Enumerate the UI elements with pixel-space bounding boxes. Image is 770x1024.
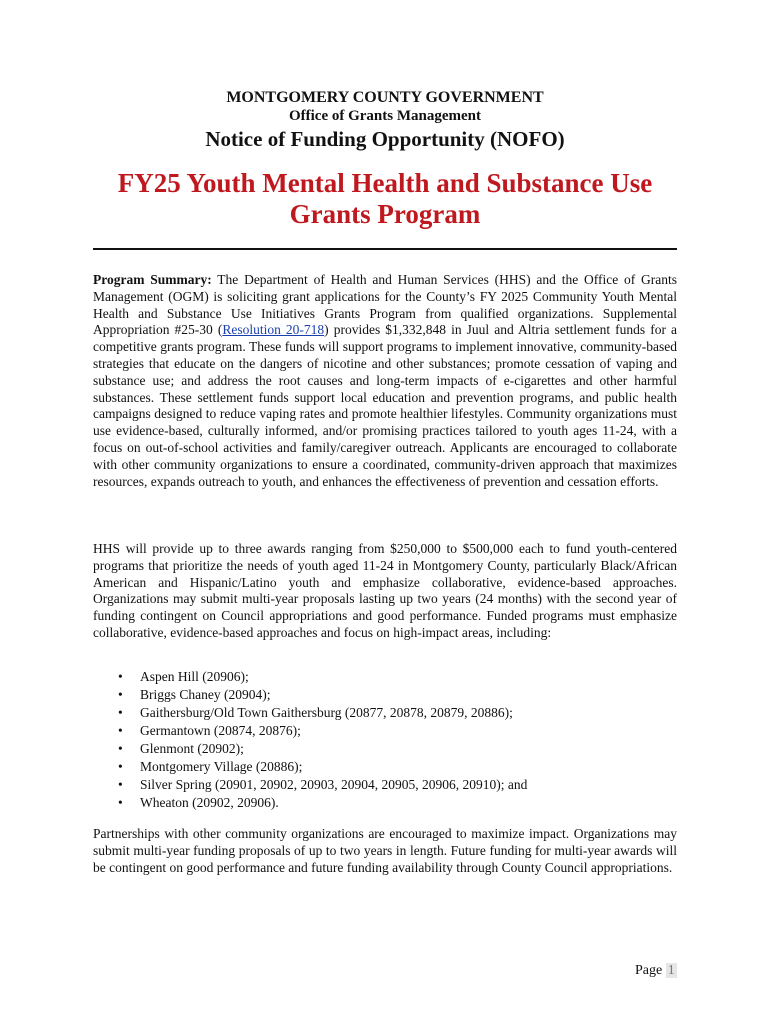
partnerships-paragraph: Partnerships with other community organizations are encouraged to maximize impact. Organizations may submit multi-year funding proposals of up to two years in length. Future funding for multi-year awards will be contingent on good performance and future funding availability through County Council appropriations. [93,826,677,875]
awards-paragraph: HHS will provide up to three awards ranging from $250,000 to $500,000 each to fund youth-centered programs that prioritize the needs of youth aged 11-24 in Montgomery County, particularly Black/African American and Hispanic/Latino youth and emphasize collaborative, evidence-based approaches. Organizations may submit multi-year proposals lasting up two years (24 months) with the second year of funding contingent on Council appropriations and good performance. Funded programs must emphasize collaborative, evidence-based approaches and focus on high-impact areas, including: [93,541,677,640]
notice-heading: Notice of Funding Opportunity (NOFO) [205,127,565,151]
summary-text-part-1: The Department of Health and Human Services (HHS) and the Office of Grants Management (OGM) is soliciting grant applications for the County’s FY 2025 Community Youth Mental Health and Substance Use Initiatives Grants Program from qualified organizations. Supplemental Appropriation #25-30 ( [93,272,677,338]
list-item: • Montgomery Village (20886); [93,758,677,776]
high-impact-areas-list [93,668,677,812]
list-item: • Briggs Chaney (20904); [93,686,677,704]
list-item: • Germantown (20874, 20876); [93,722,677,740]
list-item: • Silver Spring (20901, 20902, 20903, 20904, 20905, 20906, 20910); and [93,776,677,794]
list-item: • Wheaton (20902, 20906). [93,794,677,812]
program-summary-label: Program Summary: [93,272,212,287]
list-item: • Glenmont (20902); [93,740,677,758]
program-summary-paragraph [93,272,677,490]
page-number: 1 [667,963,675,978]
page-footer [635,962,677,980]
office-name: Office of Grants Management [288,108,482,124]
organization-name: MONTGOMERY COUNTY GOVERNMENT [226,89,544,106]
program-title: FY25 Youth Mental Health and Substance Use Grants Program [117,168,653,229]
page-label: Page [635,963,666,978]
title-divider [93,248,677,250]
summary-text-part-2: ) provides $1,332,848 in Juul and Altria settlement funds for a competitive grants program. These funds will support programs to implement innovative, community-based strategies that educate on the dangers of nicotine and other substances; promote cessation of vaping and substance use; and address the root causes and long-term impacts of e-cigarettes and other harmful substances. These settlement funds support local education and prevention programs, and public health campaigns designed to reduce vaping rates and promote healthier lifestyles. Community organizations must use evidence-based, culturally informed, and/or promising practices tailored to youth ages 11-24, with a focus on out-of-school activities and family/caregiver outreach. Applicants are encouraged to collaborate with other community organizations to ensure a coordinated, community-driven approach that maximizes resources, expands outreach to youth, and enhances the effectiveness of prevention and cessation efforts. [93,322,677,489]
list-item: • Aspen Hill (20906); [93,668,677,686]
resolution-link[interactable]: Resolution 20-718 [222,322,325,338]
list-item: • Gaithersburg/Old Town Gaithersburg (20877, 20878, 20879, 20886); [93,704,677,722]
